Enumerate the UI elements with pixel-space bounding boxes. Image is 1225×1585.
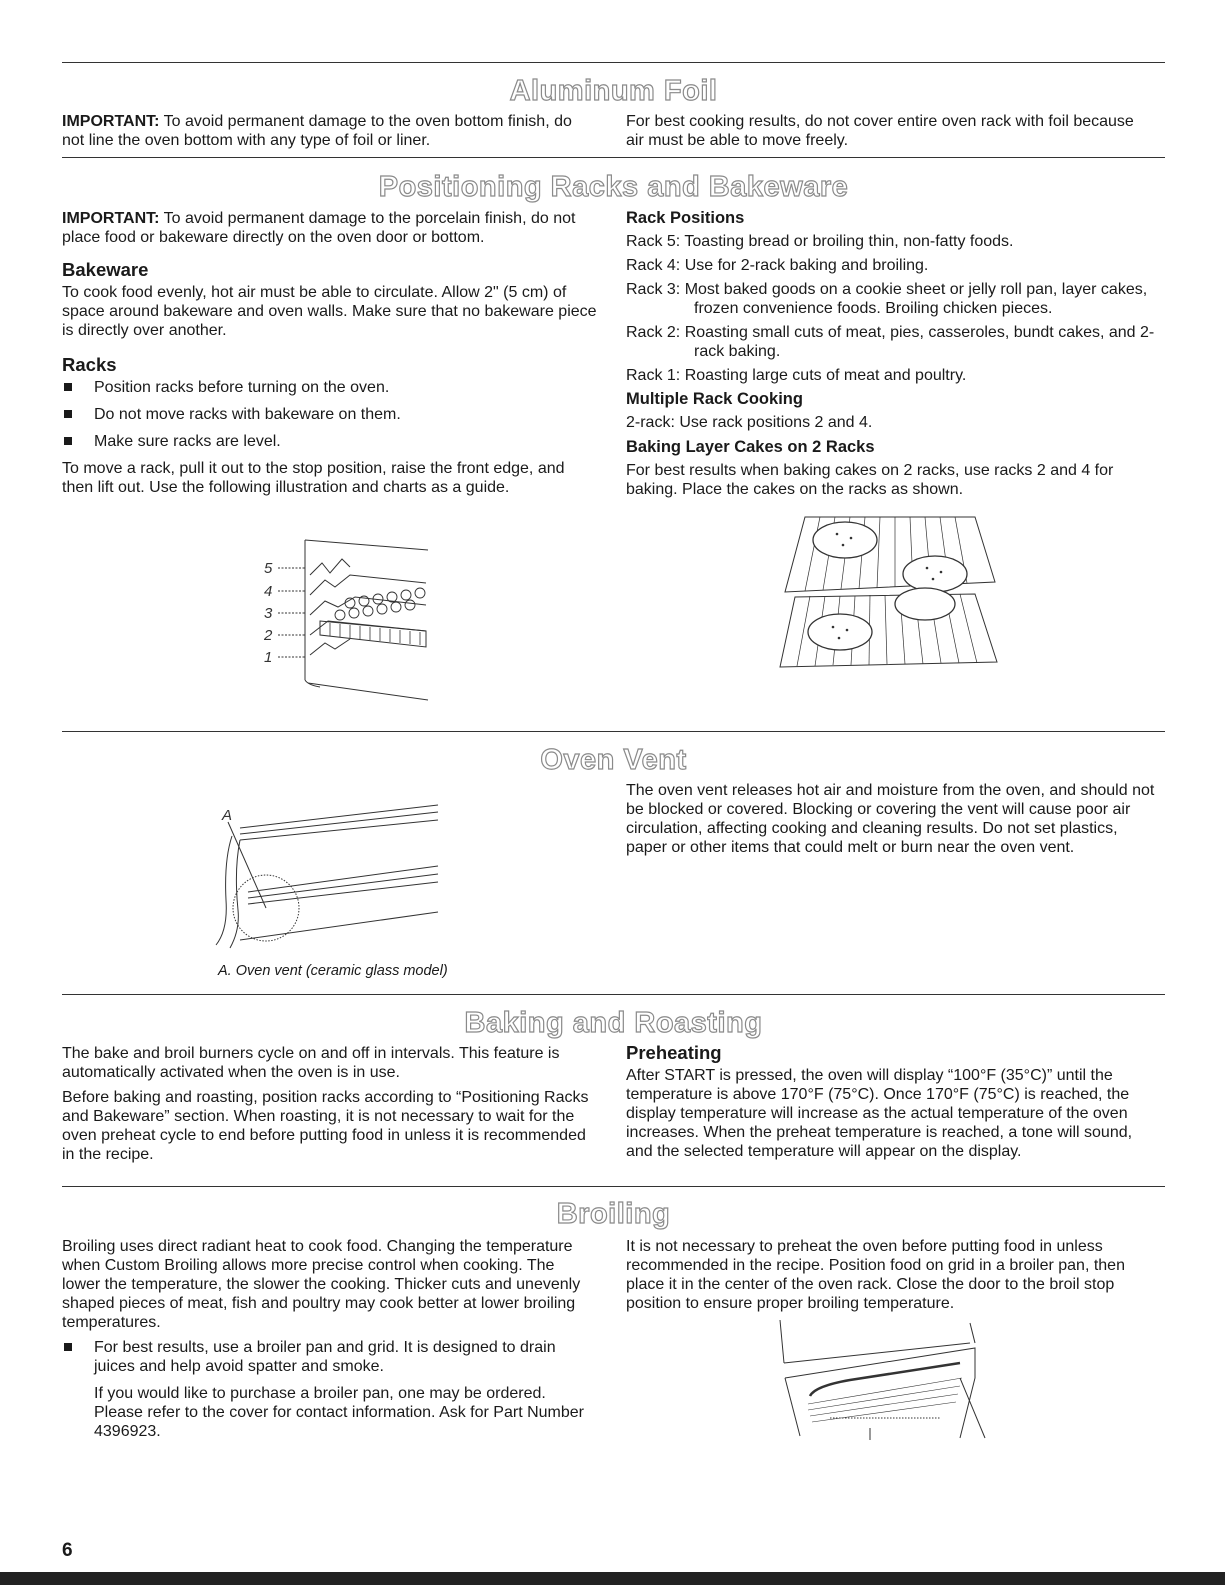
baking-p2: Before baking and roasting, position racks according to “Positioning Racks and Bakeware” section. When roasting, it is not necessary to wait for the oven preheat cycle to end before putting food in unless it is recommended in the recipe. (62, 1089, 589, 1163)
rack-number-label: 3 (264, 605, 273, 622)
layer-cakes-text: For best results when baking cakes on 2 racks, use racks 2 and 4 for baking. Place the cakes on the racks as shown. (626, 462, 1114, 498)
racks-heading: Racks (62, 354, 117, 375)
important-label: IMPORTANT: (62, 113, 160, 130)
important-text: To avoid permanent damage to the oven bottom finish, do not line the oven bottom with any type of foil or liner. (62, 113, 572, 149)
bottom-border (0, 1572, 1225, 1585)
section-title-baking: Baking and Roasting (464, 1007, 763, 1039)
rack-positions-heading: Rack Positions (626, 209, 745, 227)
aluminum-foil-right-text: For best cooking results, do not cover entire oven rack with foil because air must be able to move freely. (626, 113, 1134, 149)
list-item: Rack 3: Most baked goods on a cookie sheet or jelly roll pan, layer cakes, frozen convenience foods. Broiling chicken pieces. (626, 281, 1148, 317)
list-item: Make sure racks are level. (62, 432, 597, 451)
list-item: Do not move racks with bakeware on them. (62, 405, 597, 424)
multiple-rack-heading: Multiple Rack Cooking (626, 390, 803, 408)
broiling-bullet-list (62, 1338, 597, 1376)
section-divider (62, 994, 1165, 995)
rack-number-label: 1 (264, 649, 273, 666)
section-title-oven-vent: Oven Vent (540, 744, 687, 776)
list-item: Rack 4: Use for 2-rack baking and broiling. (626, 257, 929, 274)
baking-left-column (62, 1044, 597, 1170)
preheating-heading: Preheating (626, 1042, 722, 1063)
broiling-p1: Broiling uses direct radiant heat to cook food. Changing the temperature when Custom Broiling allows more precise control when cooking. The lower the temperature, the slower the cooking. Thicker cuts and unevenly shaped pieces of meat, fish and poultry may cook better at lower broiling temperatures. (62, 1238, 581, 1331)
baking-p1: The bake and broil burners cycle on and off in intervals. This feature is automatically activated when the oven is in use. (62, 1045, 560, 1081)
rack-positions-list (626, 232, 1156, 385)
oven-vent-text-column (626, 781, 1156, 863)
aluminum-foil-left (62, 112, 582, 156)
section-divider (62, 1186, 1165, 1187)
aluminum-foil-right (626, 112, 1146, 156)
rack-number-label: 5 (264, 560, 273, 577)
multiple-rack-text: 2-rack: Use rack positions 2 and 4. (626, 414, 873, 431)
oven-vent-text: The oven vent releases hot air and moisture from the oven, and should not be blocked or covered. Blocking or covering the vent will cause poor air circulation, affecting cooking and cleaning results. Do not set plastics, paper or other items that could melt or burn near the oven vent. (626, 782, 1155, 856)
section-title-positioning: Positioning Racks and Bakeware (378, 171, 849, 203)
bakeware-heading: Bakeware (62, 259, 149, 280)
oven-vent-caption: A. Oven vent (ceramic glass model) (218, 963, 448, 979)
section-divider (62, 731, 1165, 732)
list-item: For best results, use a broiler pan and grid. It is designed to drain juices and help avoid spatter and smoke. (62, 1338, 597, 1376)
oven-vent-illustration (200, 800, 450, 960)
list-item: Rack 2: Roasting small cuts of meat, pies, casseroles, bundt cakes, and 2-rack baking. (626, 324, 1155, 360)
broiling-right-text: It is not necessary to preheat the oven before putting food in unless recommended in the recipe. Position food on grid in a broiler pan, then place it in the center of the oven rack. Close the door to the broil stop position to ensure proper broiling temperature. (626, 1238, 1125, 1312)
section-title-aluminum-foil: Aluminum Foil (509, 75, 718, 107)
rack-number-label: 2 (264, 627, 273, 644)
bakeware-text: To cook food evenly, hot air must be able to circulate. Allow 2" (5 cm) of space around bakeware and oven walls. Make sure that no bakeware piece is directly over another. (62, 284, 597, 339)
positioning-left-column (62, 209, 597, 503)
important-label: IMPORTANT: (62, 210, 160, 227)
layer-cakes-heading: Baking Layer Cakes on 2 Racks (626, 438, 875, 456)
broiling-left-column (62, 1237, 597, 1447)
positioning-right-column (626, 209, 1156, 505)
list-item: Position racks before turning on the oven. (62, 378, 597, 397)
baking-right-column (626, 1042, 1156, 1167)
section-title-broiling: Broiling (556, 1198, 671, 1230)
page-number: 6 (62, 1540, 73, 1561)
vent-label-a: A (222, 807, 233, 824)
racks-bullet-list (62, 378, 597, 451)
broiling-right-column (626, 1237, 1156, 1319)
list-item: Rack 1: Roasting large cuts of meat and poultry. (626, 367, 967, 384)
preheating-text: After START is pressed, the oven will display “100°F (35°C)” until the temperature is above 170°F (75°C). Once 170°F (75°C) is reached, the display temperature will increase as the actual temperature of the oven increases. When the preheat temperature is reached, a tone will sound, and the selected temperature will appear on the display. (626, 1067, 1133, 1160)
rack-positions-illustration (250, 535, 450, 705)
two-rack-cakes-illustration (775, 512, 1005, 672)
list-item: Rack 5: Toasting bread or broiling thin, non-fatty foods. (626, 233, 1014, 250)
move-rack-text: To move a rack, pull it out to the stop position, raise the front edge, and then lift out. Use the following illustration and charts as a guide. (62, 460, 565, 496)
section-divider (62, 157, 1165, 158)
important-text: To avoid permanent damage to the porcelain finish, do not place food or bakeware directly on the oven door or bottom. (62, 210, 576, 246)
broil-door-illustration (770, 1318, 990, 1443)
broiling-p2: If you would like to purchase a broiler pan, one may be ordered. Please refer to the cover for contact information. Ask for Part Number 4396923. (94, 1385, 584, 1440)
section-divider (62, 62, 1165, 63)
rack-number-label: 4 (264, 583, 273, 600)
